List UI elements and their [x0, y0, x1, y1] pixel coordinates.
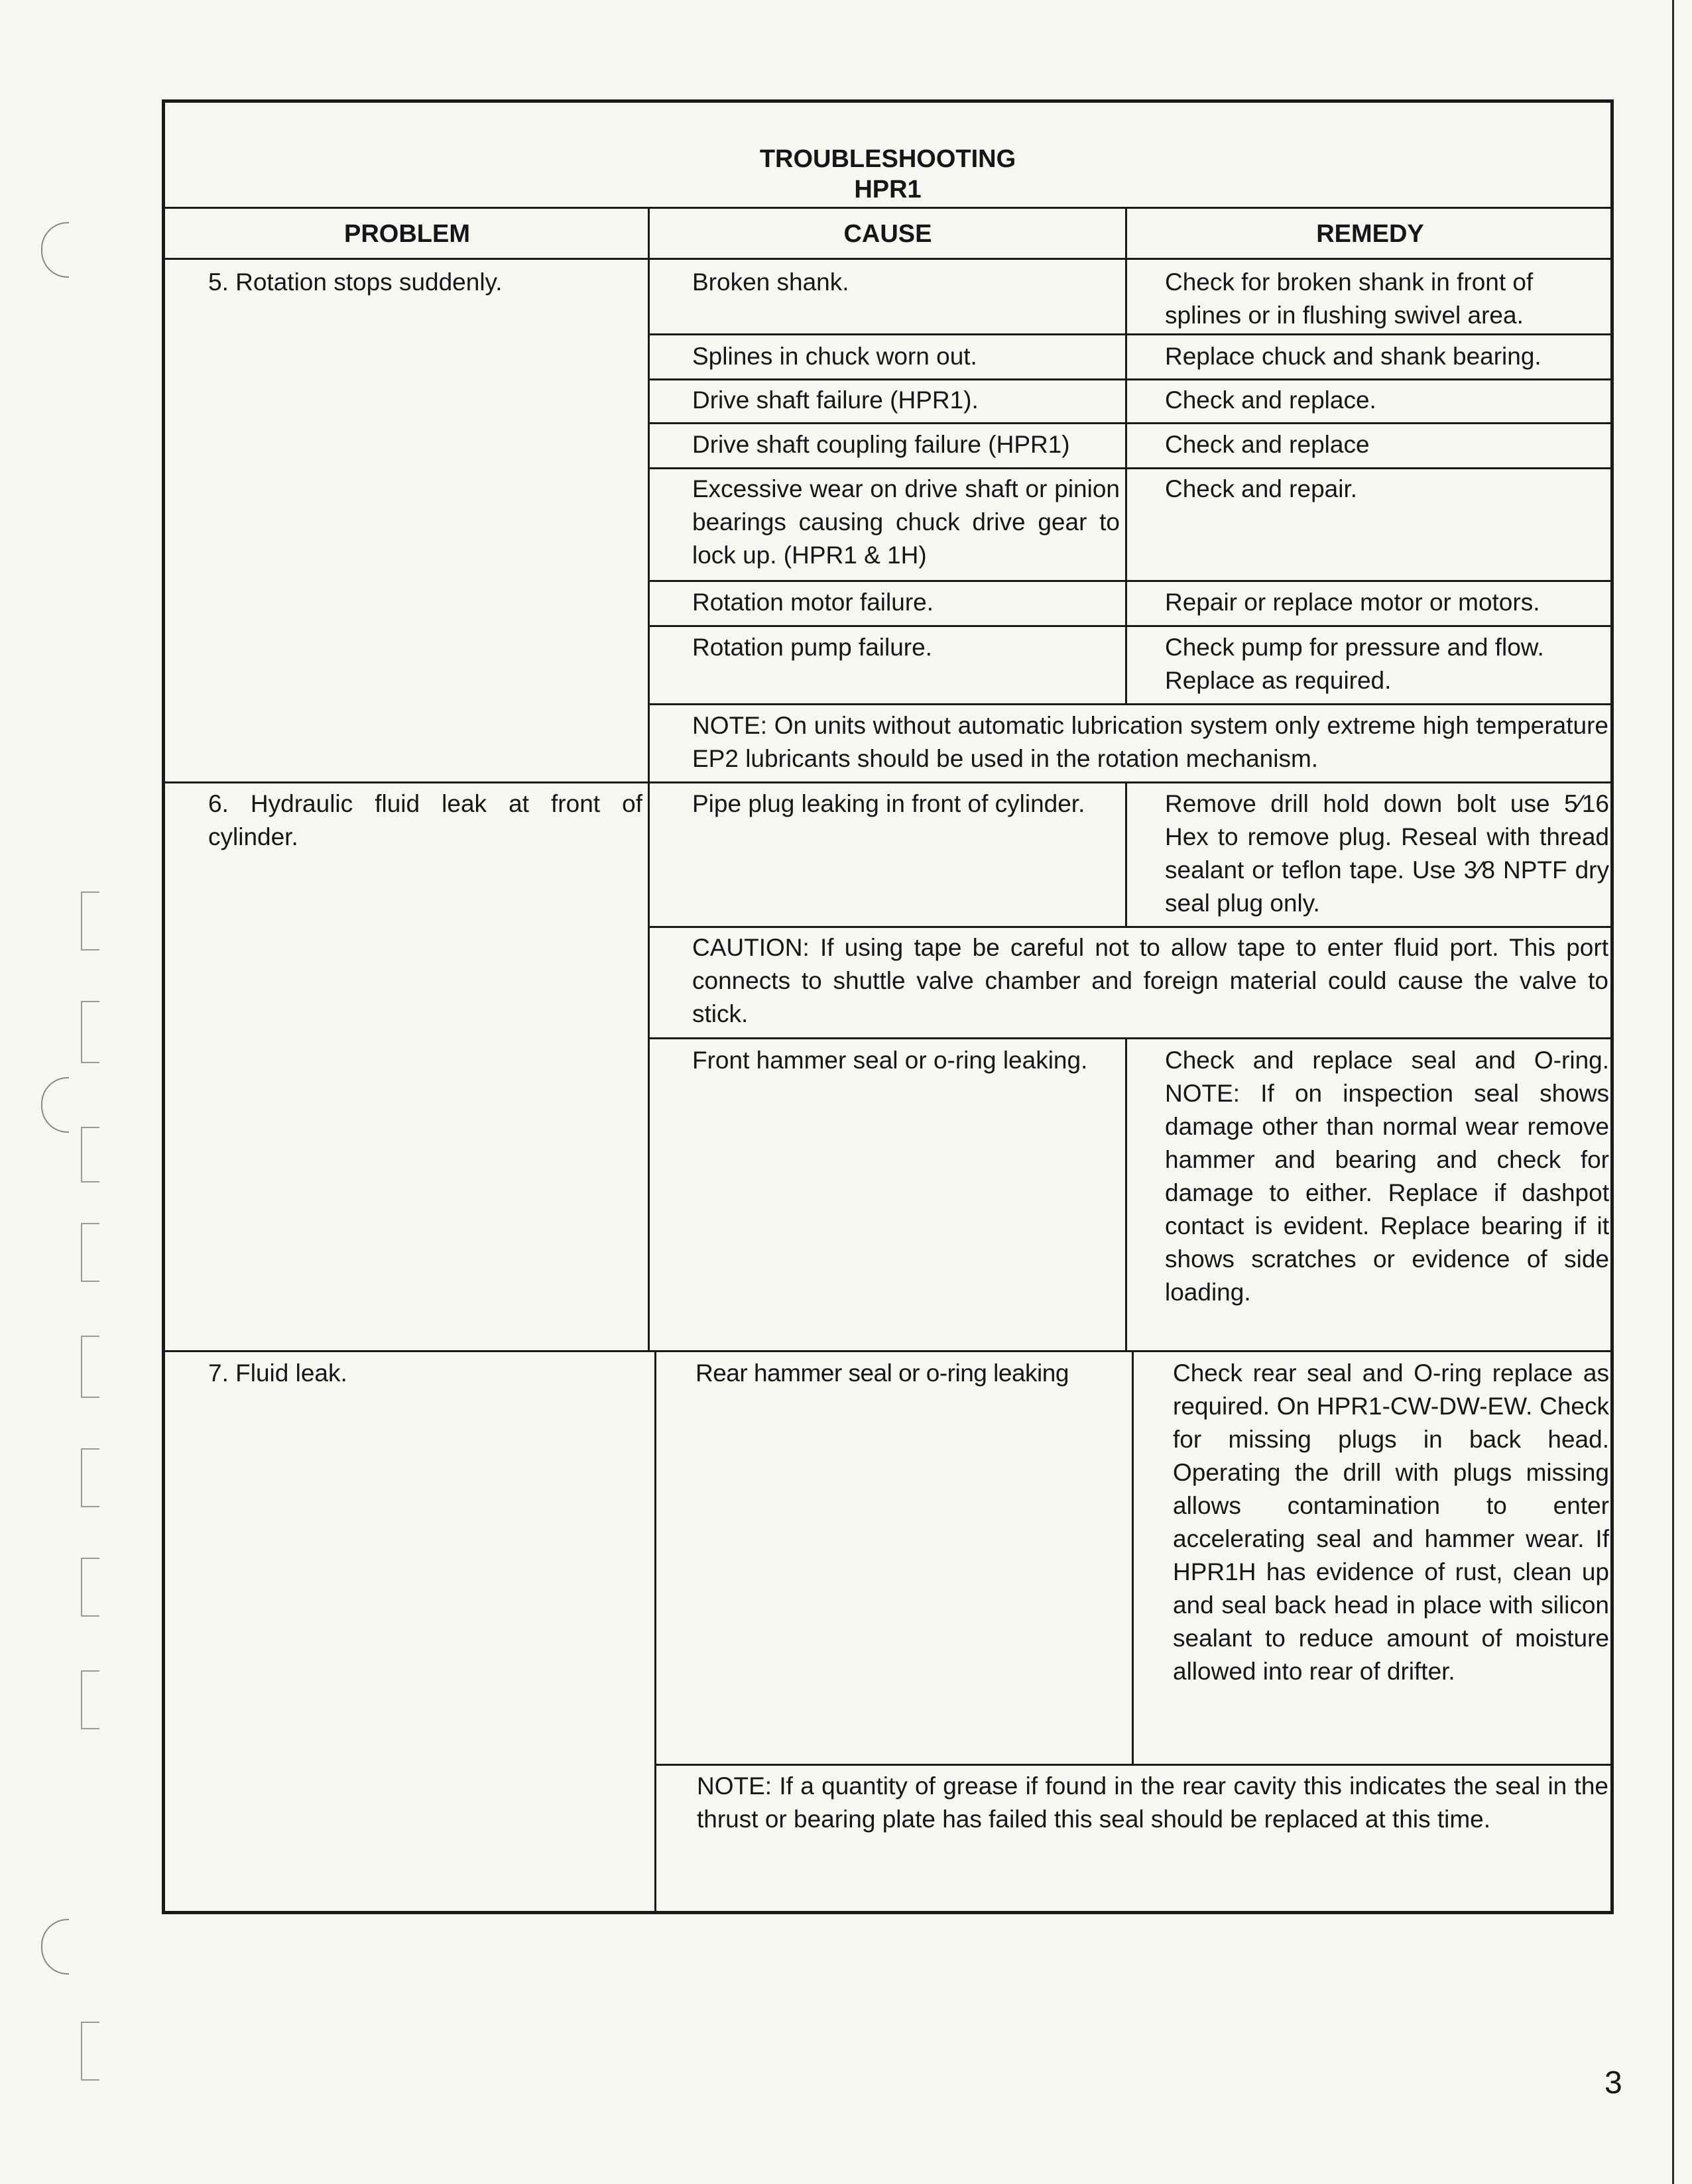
binder-hole-mark [41, 1919, 69, 1975]
problem-cell: 6. Hydraulic fluid leak at front of cylinder. [208, 790, 642, 850]
cause-cell: Drive shaft failure (HPR1). [692, 386, 979, 414]
row-divider [649, 467, 1610, 469]
row-divider [649, 1037, 1610, 1039]
cause-cell: Front hammer seal or o-ring leaking. [692, 1047, 1088, 1074]
note-cell: NOTE: On units without automatic lubrication system only extreme high temperature EP2 lubricants should be used in the rotation mechanism. [692, 712, 1608, 772]
row-divider [165, 258, 1610, 260]
row-divider [649, 333, 1610, 335]
cause-cell: Rotation motor failure. [692, 589, 934, 616]
column-divider [1125, 209, 1127, 703]
cause-cell: Excessive wear on drive shaft or pinion bearings causing chuck drive gear to lock up. (HPR1 & 1H) [692, 475, 1120, 569]
row-divider [165, 1350, 1610, 1352]
problem-cell: 5. Rotation stops suddenly. [208, 268, 503, 296]
row-divider [656, 1764, 1610, 1766]
note-cell: NOTE: If a quantity of grease if found in the rear cavity this indicates the seal in the thrust or bearing plate has failed this seal should be replaced at this time. [697, 1772, 1608, 1833]
remedy-cell: Repair or replace motor or motors. [1165, 589, 1540, 616]
cause-cell: Broken shank. [692, 268, 849, 296]
remedy-cell: Check rear seal and O-ring replace as required. On HPR1-CW-DW-EW. Check for missing plugs in back head. Operating the drill with plugs missing allows contamination to enter accelerating seal and hammer wear. If HPR1H has evidence of rust, clean up and seal back head in place with silicon sealant to reduce amount of moisture allowed into rear of drifter. [1173, 1359, 1609, 1685]
cause-cell: Drive shaft coupling failure (HPR1) [692, 431, 1070, 458]
remedy-cell: Check and repair. [1165, 475, 1358, 502]
row-divider [649, 580, 1610, 582]
column-header-remedy: REMEDY [1316, 220, 1424, 248]
row-divider [165, 781, 1610, 783]
caution-cell: CAUTION: If using tape be careful not to allow tape to enter fluid port. This port connects to shuttle valve chamber and foreign material could cause the valve to stick. [692, 934, 1608, 1027]
page-number: 3 [1604, 2065, 1622, 2100]
remedy-cell: Check for broken shank in front of splines or in flushing swivel area. [1165, 268, 1534, 329]
binder-tab-mark [81, 1127, 99, 1182]
binder-tab-mark [81, 1448, 99, 1507]
binder-tab-mark [81, 891, 99, 950]
remedy-cell: Check and replace seal and O-ring. NOTE: If on inspection seal shows damage other than normal wear remove hammer and bearing and check for damage to either. Replace if dashpot contact is evident. Replace bearing if it shows scratches or evidence of side loading. [1165, 1047, 1609, 1306]
binder-hole-mark [41, 1077, 69, 1133]
binder-tab-mark [81, 1223, 99, 1282]
table-title: TROUBLESHOOTING [759, 145, 1016, 173]
page-edge-line [1672, 0, 1674, 2184]
remedy-cell: Check and replace [1165, 431, 1370, 458]
troubleshooting-table [162, 99, 1614, 1914]
binder-tab-mark [81, 1001, 99, 1063]
row-divider [649, 422, 1610, 424]
binder-hole-mark [41, 222, 69, 278]
remedy-cell: Replace chuck and shank bearing. [1165, 343, 1541, 370]
cause-cell: Rear hammer seal or o-ring leaking [695, 1359, 1069, 1387]
column-divider [648, 209, 650, 1350]
cause-cell: Splines in chuck worn out. [692, 343, 977, 370]
binder-tab-mark [81, 1558, 99, 1617]
column-header-problem: PROBLEM [344, 220, 470, 248]
table-subtitle: HPR1 [854, 176, 922, 203]
remedy-cell: Check pump for pressure and flow. Replace as required. [1165, 634, 1544, 694]
binder-tab-mark [81, 2022, 99, 2081]
column-divider [1125, 781, 1127, 926]
row-divider [649, 378, 1610, 380]
remedy-cell: Remove drill hold down bolt use 5⁄16 Hex to remove plug. Reseal with thread sealant or teflon tape. Use 3⁄8 NPTF dry seal plug only. [1165, 790, 1609, 917]
cause-cell: Rotation pump failure. [692, 634, 932, 661]
binder-tab-mark [81, 1670, 99, 1729]
row-divider [649, 625, 1610, 627]
binder-tab-mark [81, 1336, 99, 1398]
cause-cell: Pipe plug leaking in front of cylinder. [692, 790, 1085, 817]
column-divider [1125, 1037, 1127, 1350]
column-header-cause: CAUSE [843, 220, 932, 248]
problem-cell: 7. Fluid leak. [208, 1359, 347, 1387]
row-divider [649, 703, 1610, 705]
remedy-cell: Check and replace. [1165, 386, 1376, 414]
row-divider [649, 926, 1610, 928]
table-header [165, 103, 1610, 209]
column-divider [654, 1350, 656, 1914]
column-divider [1132, 1350, 1134, 1764]
